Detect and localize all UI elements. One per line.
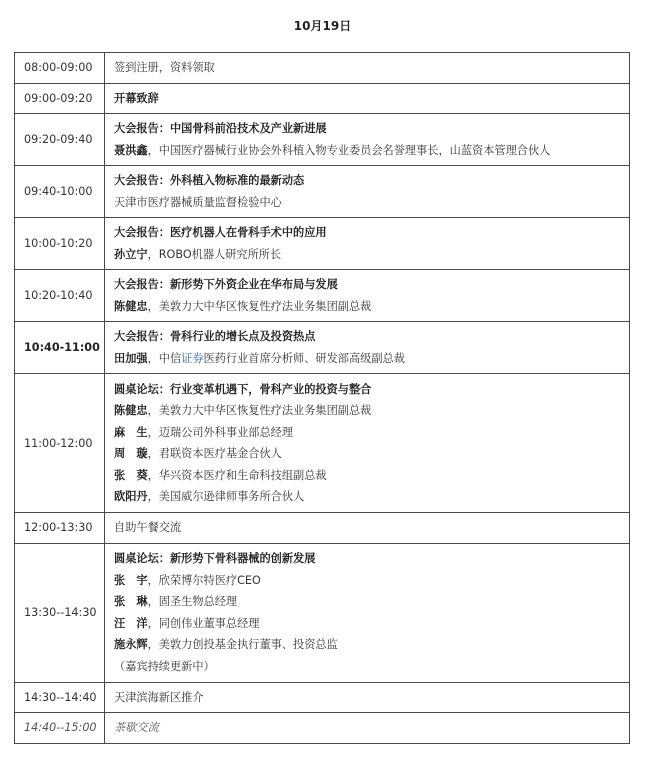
speaker-role-prefix: ，中信	[147, 351, 182, 365]
speaker-role: ，美敦力大中华区恢复性疗法业务集团副总裁	[147, 404, 372, 417]
session-text: 自助午餐交流	[114, 521, 182, 534]
session-text: 签到注册，资料领取	[114, 61, 215, 74]
content-cell	[105, 166, 630, 218]
speaker-role: ，美敦力大中华区恢复性疗法业务集团副总裁	[147, 299, 372, 313]
speaker-name: 张 琳	[114, 595, 148, 608]
time-cell: 14:30--14:40	[15, 682, 105, 713]
speaker-role: ，君联资本医疗基金合伙人	[147, 447, 282, 460]
speaker-name: 聂洪鑫	[114, 143, 148, 157]
time-cell: 10:40-11:00	[15, 322, 105, 374]
session-text: 天津滨海新区推介	[114, 690, 204, 704]
session-topic: 大会报告：新形势下外资企业在华布局与发展	[114, 278, 338, 291]
session-topic: 圆桌论坛：行业变革机遇下，骨科产业的投资与整合	[114, 382, 372, 396]
table-row	[15, 513, 630, 544]
session-topic: 大会报告：中国骨科前沿技术及产业新进展	[114, 122, 327, 135]
speaker-line	[114, 422, 629, 444]
speaker-name: 孙立宁	[114, 247, 148, 261]
securities-link[interactable]: 证券	[181, 351, 204, 365]
speaker-line	[114, 486, 629, 508]
session-topic: 圆桌论坛：新形势下骨科器械的创新发展	[114, 552, 316, 565]
speaker-role: ，美国威尔逊律师事务所合伙人	[147, 490, 305, 503]
time-cell: 09:00-09:20	[15, 83, 105, 114]
speaker-line	[114, 348, 629, 370]
table-row	[15, 166, 630, 218]
speaker-name: 周 璇	[114, 447, 148, 460]
speaker-name: 陈健忠	[114, 404, 148, 417]
session-topic: 大会报告：外科植入物标准的最新动态	[114, 174, 305, 187]
speaker-name: 施永辉	[114, 638, 148, 651]
table-row	[15, 53, 630, 84]
speaker-name: 麻 生	[114, 425, 148, 439]
speaker-name: 欧阳丹	[114, 490, 148, 503]
time-cell: 09:20-09:40	[15, 114, 105, 166]
speaker-line	[114, 634, 629, 656]
speaker-line	[114, 140, 629, 162]
table-row	[15, 322, 630, 374]
speaker-name: 张 葵	[114, 468, 148, 482]
time-cell: 08:00-09:00	[15, 53, 105, 84]
session-note: （嘉宾持续更新中）	[114, 659, 215, 673]
content-cell	[105, 83, 630, 114]
time-cell: 10:20-10:40	[15, 270, 105, 322]
content-cell	[105, 713, 630, 744]
content-cell	[105, 270, 630, 322]
table-row	[15, 218, 630, 270]
time-cell: 14:40--15:00	[15, 713, 105, 744]
session-text: 天津市医疗器械质量监督检验中心	[114, 195, 282, 209]
content-cell	[105, 322, 630, 374]
content-cell	[105, 53, 630, 84]
speaker-role: 医药行业首席分析师、研发部高级副总裁	[203, 351, 405, 365]
time-cell: 09:40-10:00	[15, 166, 105, 218]
speaker-role: ，中国医疗器械行业协会外科植入物专业委员会名誉理事长，山蓝资本管理合伙人	[147, 143, 551, 157]
content-cell	[105, 682, 630, 713]
speaker-role: ，固圣生物总经理	[147, 595, 238, 608]
speaker-role: ，迈瑞公司外科事业部总经理	[147, 425, 294, 439]
speaker-role: ，华兴资本医疗和生命科技组副总裁	[147, 468, 327, 482]
session-topic: 开幕致辞	[114, 91, 159, 105]
content-cell	[105, 513, 630, 544]
session-topic: 大会报告：骨科行业的增长点及投资热点	[114, 330, 316, 343]
table-row	[15, 374, 630, 513]
time-cell: 10:00-10:20	[15, 218, 105, 270]
speaker-line	[114, 244, 629, 266]
speaker-name: 陈健忠	[114, 299, 148, 313]
speaker-line	[114, 570, 629, 592]
speaker-name: 田加强	[114, 351, 148, 365]
content-cell	[105, 374, 630, 513]
speaker-name: 汪 洋	[114, 616, 148, 630]
table-row	[15, 713, 630, 744]
session-text: 茶歇交流	[114, 721, 159, 734]
table-row	[15, 543, 630, 682]
speaker-role: ，美敦力创投基金执行董事、投资总监	[147, 638, 338, 651]
session-topic: 大会报告：医疗机器人在骨科手术中的应用	[114, 226, 327, 239]
speaker-name: 张 宇	[114, 573, 148, 587]
speaker-role: ，ROBO机器人研究所所长	[147, 247, 282, 261]
schedule-table	[14, 52, 630, 744]
speaker-line	[114, 465, 629, 487]
content-cell	[105, 114, 630, 166]
page-title: 10月19日	[293, 19, 352, 33]
speaker-role: ，同创伟业董事总经理	[147, 616, 260, 630]
speaker-role: ，欣荣博尔特医疗CEO	[147, 573, 261, 587]
speaker-line	[114, 613, 629, 635]
time-cell: 13:30--14:30	[15, 543, 105, 682]
time-cell: 11:00-12:00	[15, 374, 105, 513]
speaker-line	[114, 443, 629, 465]
content-cell	[105, 218, 630, 270]
speaker-line	[114, 296, 629, 318]
content-cell	[105, 543, 630, 682]
table-row	[15, 270, 630, 322]
time-cell: 12:00-13:30	[15, 513, 105, 544]
table-row	[15, 83, 630, 114]
speaker-line	[114, 591, 629, 613]
table-row	[15, 114, 630, 166]
speaker-line	[114, 400, 629, 422]
table-row	[15, 682, 630, 713]
